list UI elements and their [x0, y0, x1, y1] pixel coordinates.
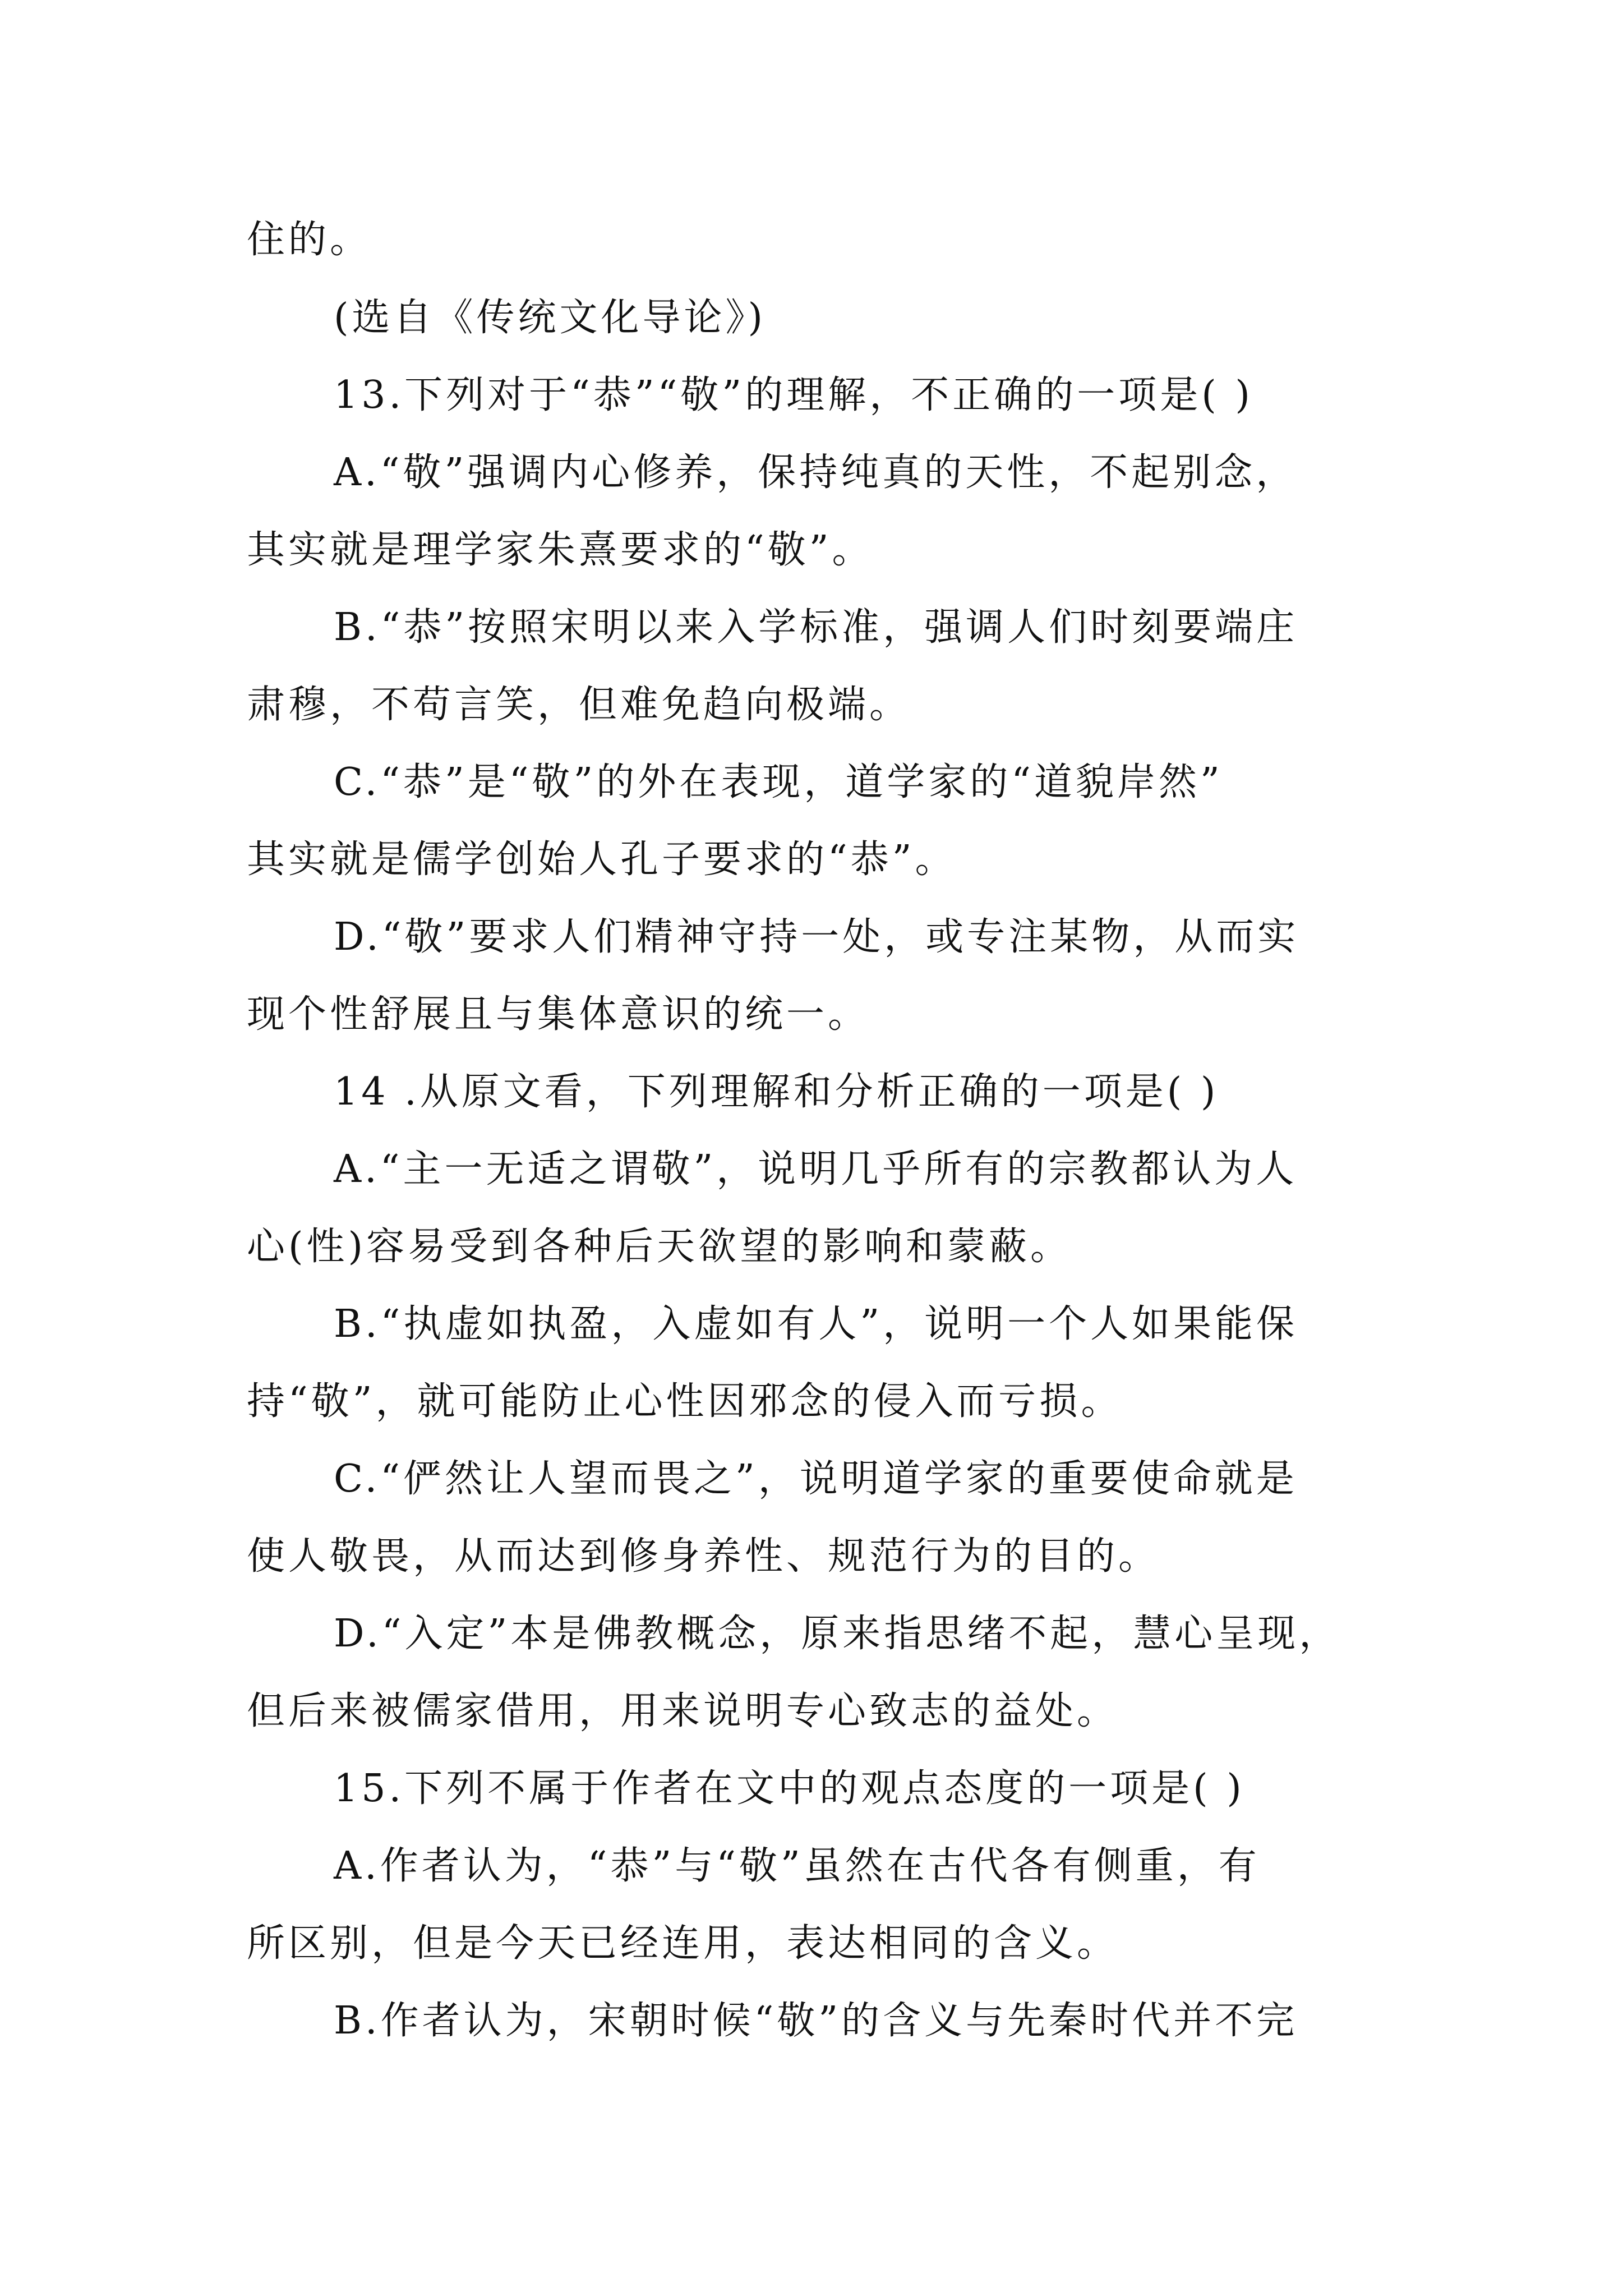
- q13-option-b: B.“恭”按照宋明以来入学标准，强调人们时刻要端庄: [334, 605, 1298, 650]
- q15-option-b: B.作者认为，宋朝时候“敬”的含义与先秦时代并不完: [334, 1999, 1298, 2043]
- q14-option-a: A.“主一无适之谓敬”，说明几乎所有的宗教都认为人: [334, 1147, 1298, 1191]
- q13-option-a: A.“敬”强调内心修养，保持纯真的天性，不起别念，: [334, 450, 1298, 495]
- q15-option-a: A.作者认为，“恭”与“敬”虽然在古代各有侧重，有: [334, 1844, 1260, 1888]
- text-line: 所区别，但是今天已经连用，表达相同的含义。: [247, 1921, 1119, 1966]
- q14-option-b: B.“执虚如执盈，入虚如有人”，说明一个人如果能保: [334, 1302, 1298, 1346]
- question-13: 13.下列对于“恭”“敬”的理解，不正确的一项是( ): [334, 373, 1253, 417]
- q13-option-d: D.“敬”要求人们精神守持一处，或专注某物，从而实: [334, 915, 1299, 959]
- text-line: 但后来被儒家借用，用来说明专心致志的益处。: [247, 1689, 1119, 1733]
- q14-option-c: C.“俨然让人望而畏之”，说明道学家的重要使命就是: [334, 1457, 1298, 1501]
- text-line: 使人敬畏，从而达到修身养性、规范行为的目的。: [247, 1534, 1160, 1579]
- text-line: 肃穆，不苟言笑，但难免趋向极端。: [247, 683, 911, 727]
- q14-option-d: D.“入定”本是佛教概念，原来指思绪不起，慧心呈现，: [334, 1612, 1341, 1656]
- text-line: 住的。: [247, 218, 372, 262]
- question-14: 14 .从原文看，下列理解和分析正确的一项是( ): [334, 1070, 1219, 1114]
- q13-option-c: C.“恭”是“敬”的外在表现，道学家的“道貌岸然”: [334, 760, 1223, 804]
- text-line: 其实就是理学家朱熹要求的“敬”。: [247, 528, 874, 572]
- text-line: 现个性舒展且与集体意识的统一。: [247, 992, 870, 1037]
- text-line: 持“敬”，就可能防止心性因邪念的侵入而亏损。: [247, 1379, 1123, 1424]
- question-15: 15.下列不属于作者在文中的观点态度的一项是( ): [334, 1766, 1245, 1811]
- text-line: 心(性)容易受到各种后天欲望的影响和蒙蔽。: [247, 1225, 1072, 1269]
- text-line: 其实就是儒学创始人孔子要求的“恭”。: [247, 838, 957, 882]
- source-note: (选自《传统文化导论》): [334, 296, 767, 340]
